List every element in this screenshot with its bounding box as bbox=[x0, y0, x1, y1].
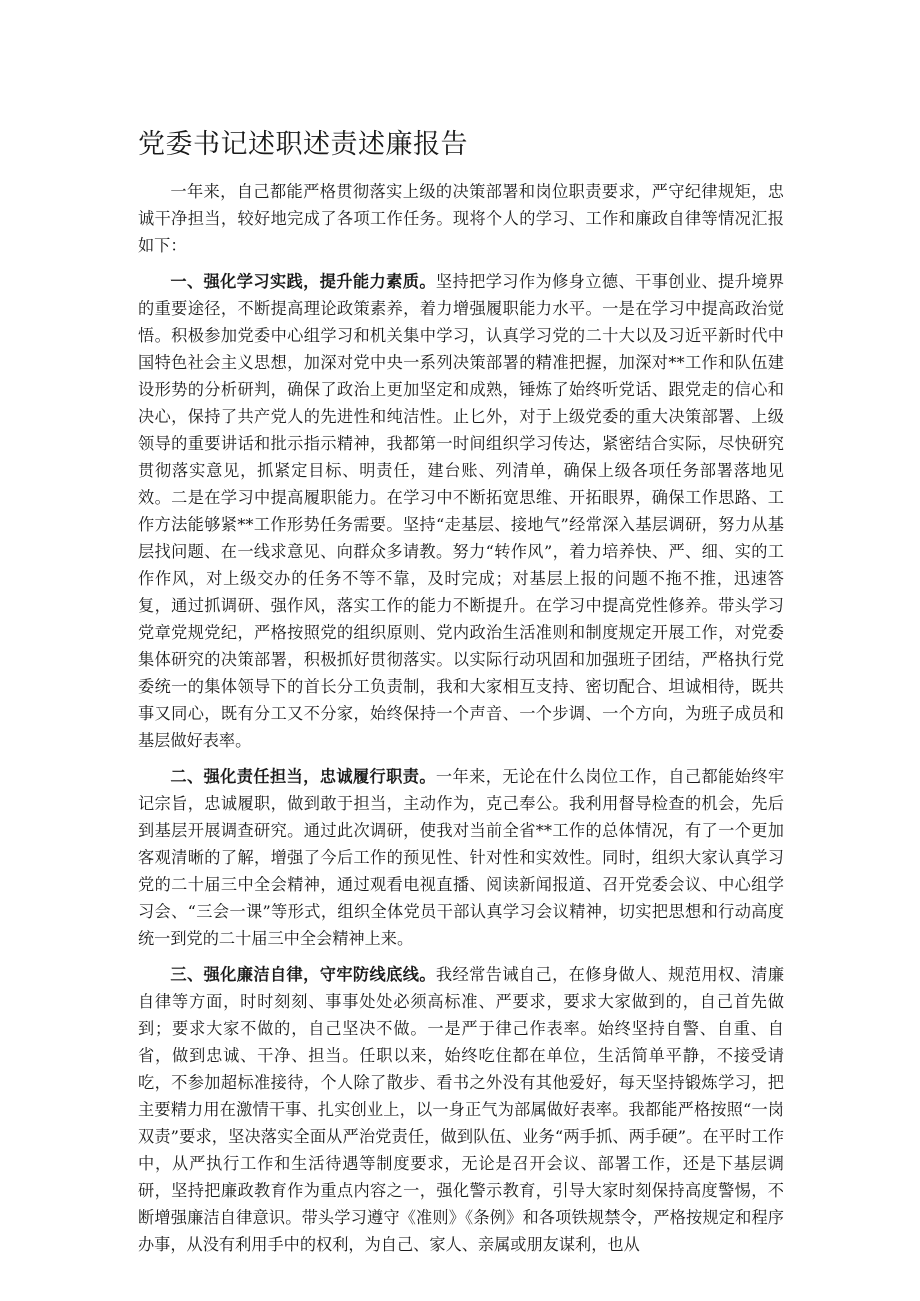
section-2-text: 一年来，无论在什么岗位工作，自己都能始终牢记宗旨，忠诚履职，做到敢于担当，主动作为，克己奉公。我利用督导检查的机会，先后到基层开展调查研究。通过此次调研，使我对当前全省**工作的总体情况，有了一个更加客观清晰的了解，增强了今后工作的预见性、针对性和实效性。同时，组织大家认真学习党的二十届三中全会精神，通过观看电视直播、阅读新闻报道、召开党委会议、中心组学习会、“三会一课”等形式，组织全体党员干部认真学习会议精神，切实把思想和行动高度统一到党的二十届三中全会精神上来。 bbox=[138, 767, 785, 948]
section-3-paragraph bbox=[138, 961, 784, 1258]
section-1-heading: 一、强化学习实践，提升能力素质。 bbox=[170, 272, 436, 291]
intro-paragraph: 一年来，自己都能严格贯彻落实上级的决策部署和岗位职责要求，严守纪律规矩，忠诚干净担当，较好地完成了各项工作任务。现将个人的学习、工作和廉政自律等情况汇报如下： bbox=[138, 182, 784, 255]
section-1-text: 坚持把学习作为修身立德、干事创业、提升境界的重要途径，不断提高理论政策素养，着力增强履职能力水平。一是在学习中提高政治觉悟。积极参加党委中心组学习和机关集中学习，认真学习党的二十大以及习近平新时代中国特色社会主义思想，加深对党中央一系列决策部署的精准把握，加深对**工作和队伍建设形势的分析研判，确保了政治上更加坚定和成熟，锤炼了始终听党话、跟党走的信心和决心，保持了共产党人的先进性和纯洁性。止匕外，对于上级党委的重大决策部署、上级领导的重要讲话和批示指示精神，我都第一时间组织学习传达，紧密结合实际，尽快研究贯彻落实意见，抓紧定目标、明责任，建台账、列清单，确保上级各项任务部署落地见效。二是在学习中提高履职能力。在学习中不断拓宽思维、开拓眼界，确保工作思路、工作方法能够紧**工作形势任务需要。坚持“走基层、接地气”经常深入基层调研，努力从基层找问题、在一线求意见、向群众多请教。努力“转作风”，着力培养快、严、细、实的工作作风，对上级交办的任务不等不靠，及时完成；对基层上报的问题不拖不推，迅速答复，通过抓调研、强作风，落实工作的能力不断提升。在学习中提高党性修养。带头学习党章党规党纪，严格按照党的组织原则、党内政治生活准则和制度规定开展工作，对党委集体研究的决策部署，积极抓好贯彻落实。以实际行动巩固和加强班子团结，严格执行党委统一的集体领导下的首长分工负责制，我和大家相互支持、密切配合、坦诚相待，既共事又同心，既有分工又不分家，始终保持一个声音、一个步调、一个方向，为班子成员和基层做好表率。 bbox=[138, 272, 785, 750]
section-1-paragraph bbox=[138, 268, 784, 754]
document-title: 党委书记述职述责述廉报告 bbox=[138, 129, 468, 160]
section-3-heading: 三、强化廉洁自律，守牢防线底线。 bbox=[170, 965, 436, 984]
document-body bbox=[138, 178, 784, 1267]
section-2-paragraph bbox=[138, 763, 784, 952]
section-2-heading: 二、强化责任担当，忠诚履行职责。 bbox=[170, 767, 436, 786]
section-3-text: 我经常告诫自己，在修身做人、规范用权、清廉自律等方面，时时刻刻、事事处处必须高标准、严要求，要求大家做到的，自己首先做到；要求大家不做的，自己坚决不做。一是严于律己作表率。始终坚持自警、自重、自省，做到忠诚、干净、担当。任职以来，始终吃住都在单位，生活简单平静，不接受请吃，不参加超标准接待，个人除了散步、看书之外没有其他爱好，每天坚持锻炼学习，把主要精力用在激情干事、扎实创业上，以一身正气为部属做好表率。我都能严格按照“一岗双责”要求，坚决落实全面从严治党责任，做到队伍、业务“两手抓、两手硬”。在平时工作中，从严执行工作和生活待遇等制度要求，无论是召开会议、部署工作，还是下基层调研，坚持把廉政教育作为重点内容之一，强化警示教育，引导大家时刻保持高度警惕，不断增强廉洁自律意识。带头学习遵守《准则》《条例》和各项铁规禁令，严格按规定和程序办事，从没有利用手中的权利，为自己、家人、亲属或朋友谋利，也从 bbox=[138, 965, 785, 1254]
